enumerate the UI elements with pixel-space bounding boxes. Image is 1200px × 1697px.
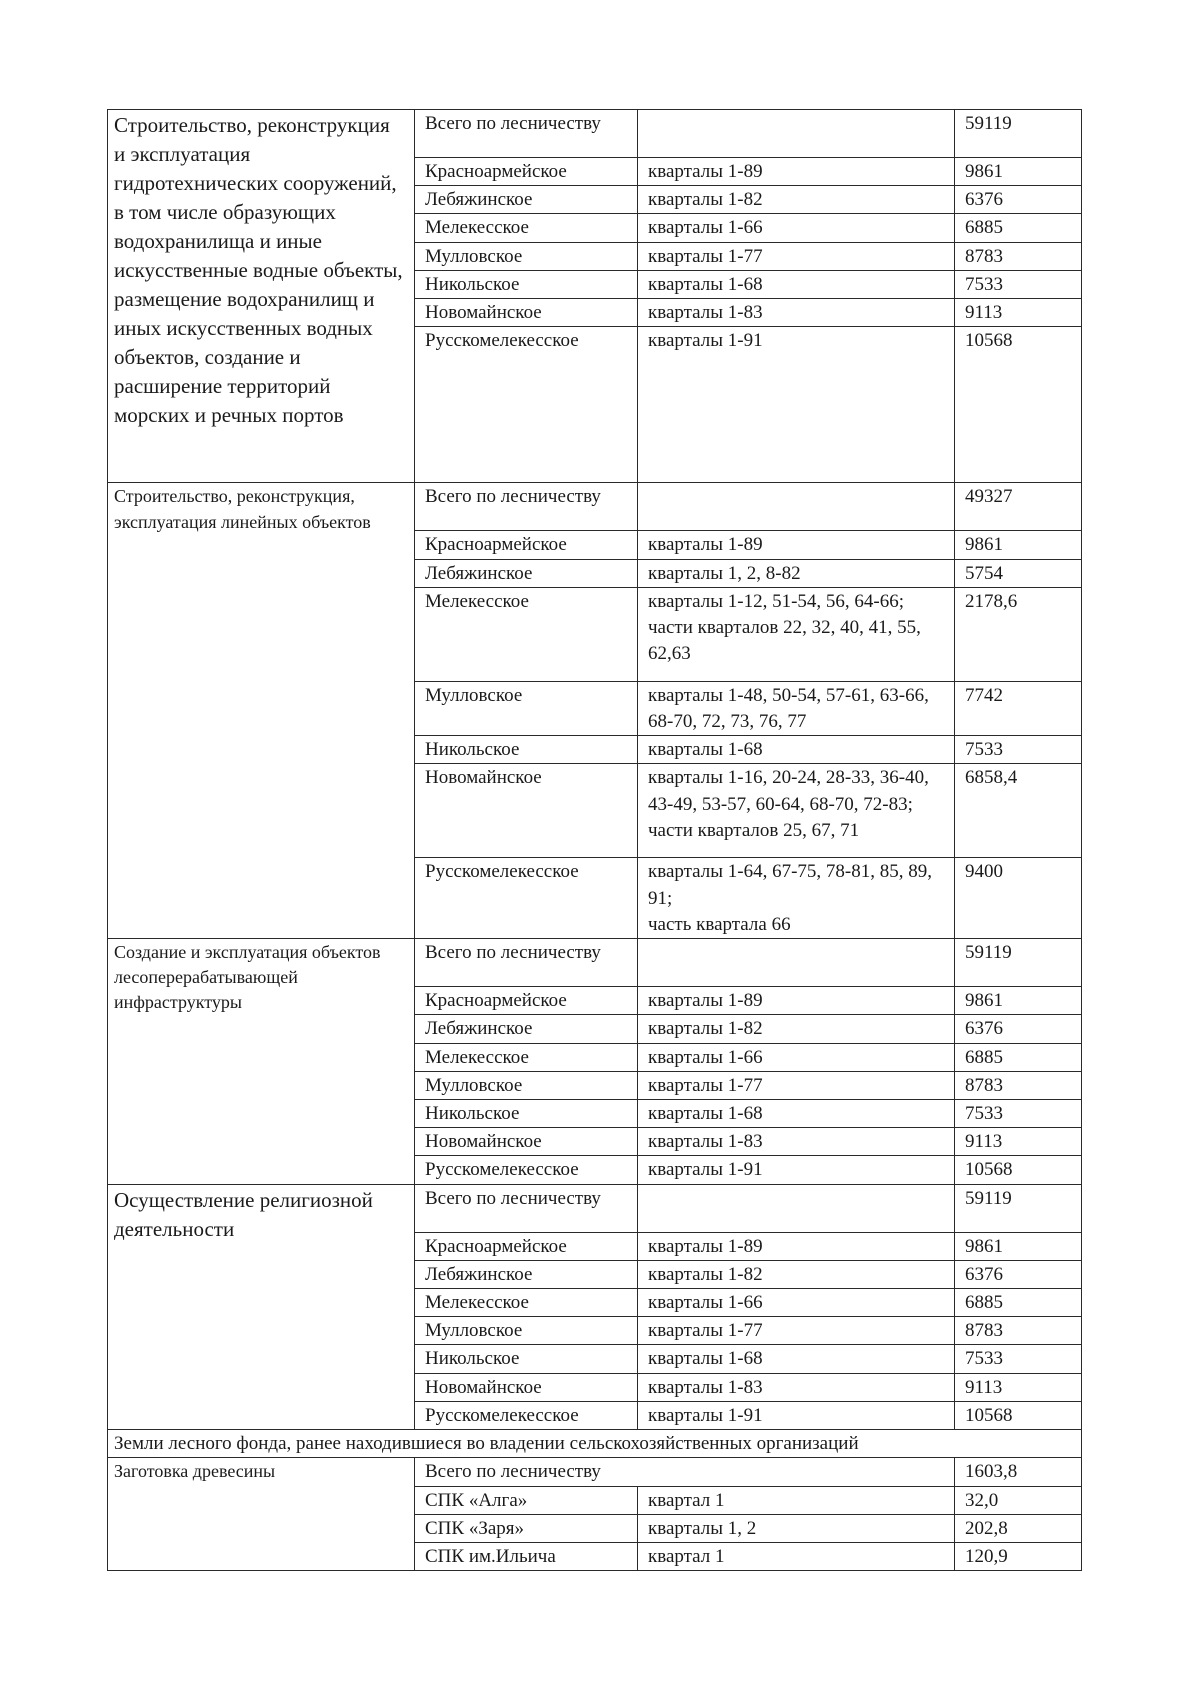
forestry-cell: Мулловское bbox=[415, 681, 638, 735]
quarters-cell: кварталы 1-82 bbox=[638, 1015, 955, 1043]
area-cell: 7533 bbox=[955, 1099, 1082, 1127]
table-row bbox=[108, 1458, 1082, 1486]
total-value-cell: 59119 bbox=[955, 1184, 1082, 1232]
quarters-cell: кварталы 1-89 bbox=[638, 1232, 955, 1260]
table-row bbox=[108, 110, 1082, 158]
area-cell: 7533 bbox=[955, 270, 1082, 298]
org-cell: СПК им.Ильича bbox=[415, 1543, 638, 1571]
quarters-cell: кварталы 1-89 bbox=[638, 531, 955, 559]
quarters-cell: кварталы 1-83 bbox=[638, 1128, 955, 1156]
purpose-cell: Осуществление религиозной деятельности bbox=[108, 1184, 415, 1430]
forestry-cell: Никольское bbox=[415, 736, 638, 764]
quarters-cell: кварталы 1-48, 50-54, 57-61, 63-66, 68-70, 72, 73, 76, 77 bbox=[638, 681, 955, 735]
forestry-cell: Русскомелекесское bbox=[415, 1156, 638, 1184]
forestry-cell: Лебяжинское bbox=[415, 1015, 638, 1043]
area-cell: 6885 bbox=[955, 1043, 1082, 1071]
forestry-cell: Красноармейское bbox=[415, 531, 638, 559]
area-cell: 2178,6 bbox=[955, 587, 1082, 681]
quarters-cell: кварталы 1-68 bbox=[638, 1345, 955, 1373]
area-cell: 10568 bbox=[955, 1156, 1082, 1184]
quarters-cell: кварталы 1-68 bbox=[638, 736, 955, 764]
total-label-cell: Всего по лесничеству bbox=[415, 1458, 955, 1486]
empty-cell bbox=[638, 483, 955, 531]
quarters-cell: кварталы 1-89 bbox=[638, 987, 955, 1015]
total-value-cell: 1603,8 bbox=[955, 1458, 1082, 1486]
purpose-cell: Создание и эксплуатация объектов лесоперерабатывающей инфраструктуры bbox=[108, 939, 415, 1185]
forestry-cell: Мулловское bbox=[415, 242, 638, 270]
forestry-cell: Лебяжинское bbox=[415, 186, 638, 214]
area-cell: 5754 bbox=[955, 559, 1082, 587]
area-cell: 8783 bbox=[955, 1317, 1082, 1345]
purpose-cell: Заготовка древесины bbox=[108, 1458, 415, 1571]
area-cell: 120,9 bbox=[955, 1543, 1082, 1571]
area-cell: 9861 bbox=[955, 1232, 1082, 1260]
table-row bbox=[108, 939, 1082, 987]
area-cell: 6885 bbox=[955, 214, 1082, 242]
forestry-cell: Лебяжинское bbox=[415, 559, 638, 587]
area-cell: 32,0 bbox=[955, 1486, 1082, 1514]
area-cell: 8783 bbox=[955, 1071, 1082, 1099]
purpose-cell: Строительство, реконструкция, эксплуатация линейных объектов bbox=[108, 483, 415, 939]
quarters-cell: кварталы 1-91 bbox=[638, 327, 955, 483]
quarters-cell: кварталы 1-16, 20-24, 28-33, 36-40, 43-49, 53-57, 60-64, 68-70, 72-83; части кварталов 25, 67, 71 bbox=[638, 764, 955, 858]
quarters-cell: кварталы 1, 2, 8-82 bbox=[638, 559, 955, 587]
quarters-cell: квартал 1 bbox=[638, 1486, 955, 1514]
total-value-cell: 59119 bbox=[955, 939, 1082, 987]
quarters-cell: квартал 1 bbox=[638, 1543, 955, 1571]
area-cell: 7742 bbox=[955, 681, 1082, 735]
area-cell: 9113 bbox=[955, 299, 1082, 327]
forest-use-table bbox=[107, 109, 1082, 1571]
forestry-cell: Никольское bbox=[415, 270, 638, 298]
quarters-cell: кварталы 1-83 bbox=[638, 1373, 955, 1401]
forestry-cell: Новомайнское bbox=[415, 764, 638, 858]
forestry-cell: Русскомелекесское bbox=[415, 327, 638, 483]
forestry-cell: Русскомелекесское bbox=[415, 1401, 638, 1429]
area-cell: 6376 bbox=[955, 1015, 1082, 1043]
area-cell: 6858,4 bbox=[955, 764, 1082, 858]
empty-cell bbox=[638, 110, 955, 158]
quarters-cell: кварталы 1-12, 51-54, 56, 64-66; части кварталов 22, 32, 40, 41, 55, 62,63 bbox=[638, 587, 955, 681]
area-cell: 8783 bbox=[955, 242, 1082, 270]
forestry-cell: Мелекесское bbox=[415, 1289, 638, 1317]
area-cell: 9113 bbox=[955, 1373, 1082, 1401]
total-label-cell: Всего по лесничеству bbox=[415, 110, 638, 158]
quarters-cell: кварталы 1-77 bbox=[638, 1071, 955, 1099]
purpose-cell: Строительство, реконструкция и эксплуатация гидротехнических сооружений, в том числе образующих водохранилища и иные искусственные водные объекты, размещение водохранилищ и иных искусственных водных объектов, создание и расширение территорий морских и речных портов bbox=[108, 110, 415, 483]
org-cell: СПК «Алга» bbox=[415, 1486, 638, 1514]
forestry-cell: Мулловское bbox=[415, 1317, 638, 1345]
table-row bbox=[108, 1430, 1082, 1458]
area-cell: 6376 bbox=[955, 1260, 1082, 1288]
area-cell: 9861 bbox=[955, 987, 1082, 1015]
forestry-cell: Красноармейское bbox=[415, 987, 638, 1015]
forestry-cell: Новомайнское bbox=[415, 299, 638, 327]
forestry-cell: Мелекесское bbox=[415, 214, 638, 242]
forestry-cell: Новомайнское bbox=[415, 1373, 638, 1401]
area-cell: 6885 bbox=[955, 1289, 1082, 1317]
area-cell: 9861 bbox=[955, 531, 1082, 559]
forestry-cell: Красноармейское bbox=[415, 158, 638, 186]
table-row bbox=[108, 483, 1082, 531]
section-heading: Земли лесного фонда, ранее находившиеся во владении сельскохозяйственных организаций bbox=[108, 1430, 1082, 1458]
area-cell: 7533 bbox=[955, 736, 1082, 764]
quarters-cell: кварталы 1-66 bbox=[638, 1289, 955, 1317]
quarters-cell: кварталы 1-77 bbox=[638, 1317, 955, 1345]
total-label-cell: Всего по лесничеству bbox=[415, 1184, 638, 1232]
quarters-cell: кварталы 1-64, 67-75, 78-81, 85, 89, 91; часть квартала 66 bbox=[638, 858, 955, 939]
total-label-cell: Всего по лесничеству bbox=[415, 483, 638, 531]
table-row bbox=[108, 1184, 1082, 1232]
forestry-cell: Новомайнское bbox=[415, 1128, 638, 1156]
forestry-cell: Мелекесское bbox=[415, 587, 638, 681]
area-cell: 9113 bbox=[955, 1128, 1082, 1156]
quarters-cell: кварталы 1-82 bbox=[638, 1260, 955, 1288]
area-cell: 10568 bbox=[955, 1401, 1082, 1429]
empty-cell bbox=[638, 939, 955, 987]
quarters-cell: кварталы 1-77 bbox=[638, 242, 955, 270]
quarters-cell: кварталы 1-89 bbox=[638, 158, 955, 186]
quarters-cell: кварталы 1-82 bbox=[638, 186, 955, 214]
area-cell: 9861 bbox=[955, 158, 1082, 186]
quarters-cell: кварталы 1-91 bbox=[638, 1401, 955, 1429]
area-cell: 9400 bbox=[955, 858, 1082, 939]
quarters-cell: кварталы 1-66 bbox=[638, 214, 955, 242]
forestry-cell: Никольское bbox=[415, 1345, 638, 1373]
quarters-cell: кварталы 1, 2 bbox=[638, 1514, 955, 1542]
org-cell: СПК «Заря» bbox=[415, 1514, 638, 1542]
forestry-cell: Мелекесское bbox=[415, 1043, 638, 1071]
forestry-cell: Красноармейское bbox=[415, 1232, 638, 1260]
quarters-cell: кварталы 1-68 bbox=[638, 270, 955, 298]
forestry-cell: Мулловское bbox=[415, 1071, 638, 1099]
forestry-cell: Лебяжинское bbox=[415, 1260, 638, 1288]
total-value-cell: 49327 bbox=[955, 483, 1082, 531]
total-label-cell: Всего по лесничеству bbox=[415, 939, 638, 987]
quarters-cell: кварталы 1-68 bbox=[638, 1099, 955, 1127]
quarters-cell: кварталы 1-91 bbox=[638, 1156, 955, 1184]
total-value-cell: 59119 bbox=[955, 110, 1082, 158]
area-cell: 6376 bbox=[955, 186, 1082, 214]
area-cell: 10568 bbox=[955, 327, 1082, 483]
forestry-cell: Русскомелекесское bbox=[415, 858, 638, 939]
quarters-cell: кварталы 1-66 bbox=[638, 1043, 955, 1071]
empty-cell bbox=[638, 1184, 955, 1232]
area-cell: 202,8 bbox=[955, 1514, 1082, 1542]
quarters-cell: кварталы 1-83 bbox=[638, 299, 955, 327]
forestry-cell: Никольское bbox=[415, 1099, 638, 1127]
area-cell: 7533 bbox=[955, 1345, 1082, 1373]
